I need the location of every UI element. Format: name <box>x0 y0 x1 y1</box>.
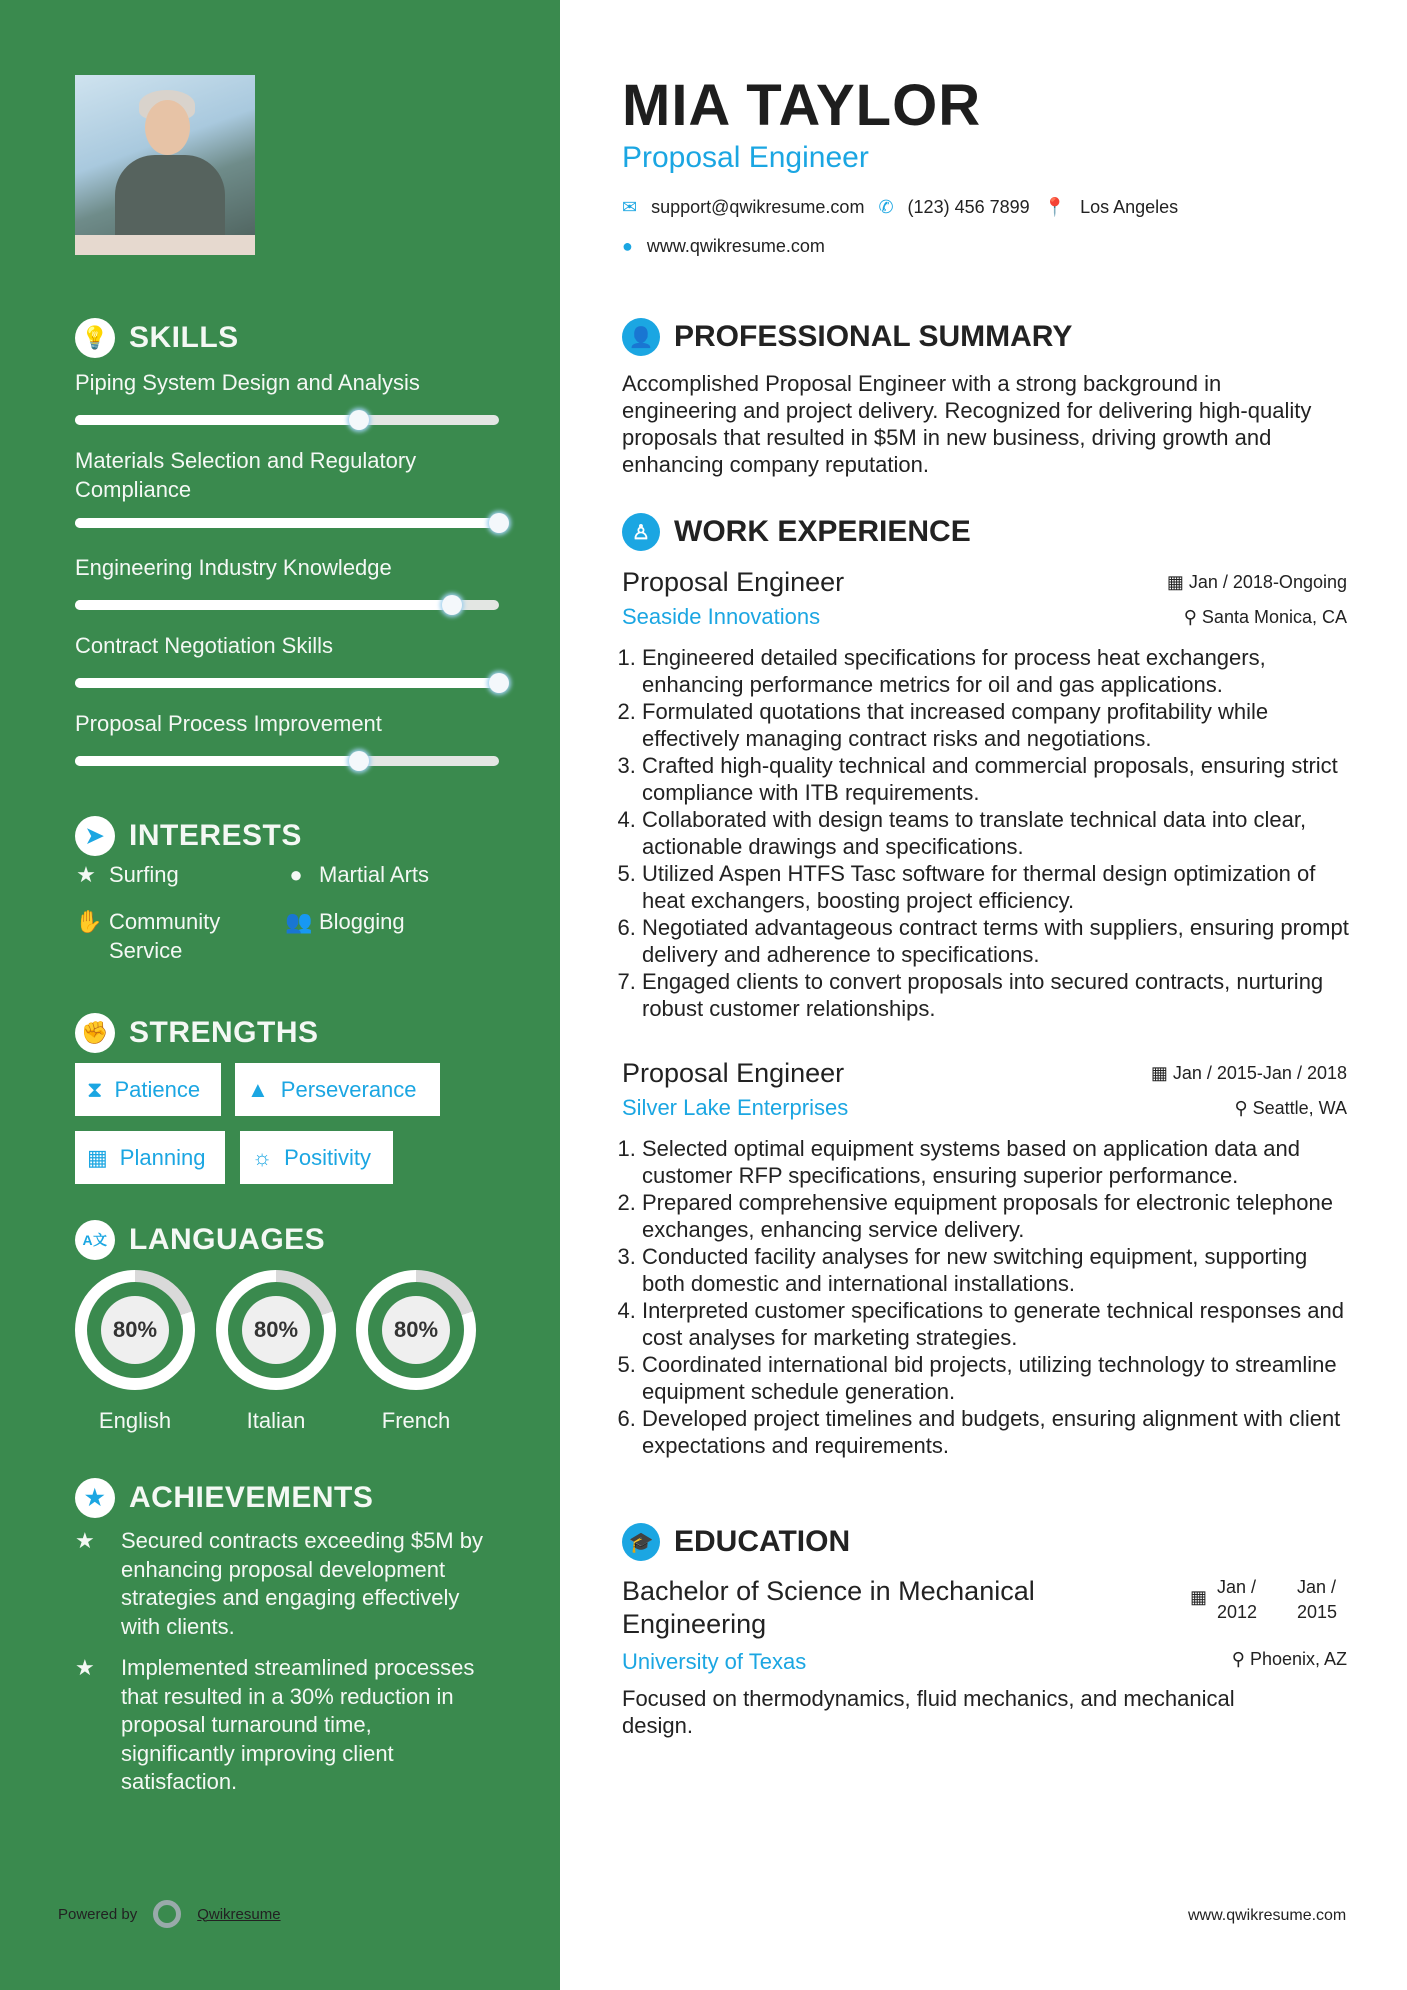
globe-icon: ● <box>622 236 633 256</box>
paper-plane-icon: ➤ <box>75 816 115 856</box>
language-ring: 80% <box>356 1270 476 1390</box>
job-bullet: 6. Negotiated advantageous contract terms with suppliers, ensuring prompt delivery and adherence to specifications. <box>642 914 1349 968</box>
skills-heading: 💡 SKILLS <box>75 318 239 358</box>
job-bullets <box>614 1135 1349 1459</box>
summary-heading: 👤 PROFESSIONAL SUMMARY <box>622 318 1347 356</box>
footer-website[interactable]: www.qwikresume.com <box>1188 1907 1347 1924</box>
skill-bar-knob <box>489 513 509 533</box>
skill-label: Engineering Industry Knowledge <box>75 555 392 580</box>
qwikresume-logo-icon <box>153 1900 181 1928</box>
lightbulb-icon: 💡 <box>75 318 115 358</box>
shooting-star-icon: ★ <box>75 1655 95 1680</box>
job-entry <box>622 567 1347 1022</box>
interest-item: 👥 Blogging <box>285 909 405 934</box>
job-dates: ▦ Jan / 2015-Jan / 2018 <box>1150 1063 1347 1083</box>
calendar-icon: ▦ <box>1150 1063 1173 1083</box>
website[interactable]: www.qwikresume.com <box>646 236 825 256</box>
pin-icon: ⚲ <box>1183 606 1202 627</box>
job-bullet: 2. Prepared comprehensive equipment proposals for electronic telephone exchanges, enhancing service delivery. <box>642 1189 1349 1243</box>
star-icon: ★ <box>76 862 96 887</box>
job-bullet: 3. Conducted facility analyses for new switching equipment, supporting both domestic and international installations. <box>642 1243 1349 1297</box>
skill-bar-knob <box>349 751 369 771</box>
work-section <box>622 513 1347 1459</box>
language-card-icon: A文 <box>75 1220 115 1260</box>
qwikresume-link[interactable]: Qwikresume <box>197 1905 281 1923</box>
job-title: Proposal Engineer <box>622 567 845 597</box>
sidebar <box>0 0 560 1990</box>
language-italian: 80% Italian <box>216 1270 336 1434</box>
school: University of Texas <box>622 1649 807 1674</box>
email[interactable]: support@qwikresume.com <box>651 197 865 217</box>
skill-bar-knob <box>442 595 462 615</box>
pin-icon: ⚲ <box>1234 1097 1253 1118</box>
job-bullet: 4. Interpreted customer specifications to generate technical responses and cost analyses for marketing strategies. <box>642 1297 1349 1351</box>
skill-label: Contract Negotiation Skills <box>75 633 334 658</box>
strength-chip: ☼ Positivity <box>240 1131 393 1184</box>
education-dates: ▦ Jan / 2012 Jan / 2015 <box>1190 1575 1347 1641</box>
company: Seaside Innovations <box>622 604 821 629</box>
skill-bar-knob <box>349 410 369 430</box>
interest-item: ✋ Community Service <box>75 909 221 963</box>
education-description: Focused on thermodynamics, fluid mechanics, and mechanical design. <box>622 1686 1235 1738</box>
summary-text: Accomplished Proposal Engineer with a strong background in engineering and project delivery. Recognized for delivering high-quality proposals that resulted in $5M in new business, driving growth and enhancing company reputation. <box>622 371 1312 477</box>
company: Silver Lake Enterprises <box>622 1095 849 1120</box>
skill-bar <box>75 518 499 528</box>
job-bullet: 7. Engaged clients to convert proposals into secured contracts, nurturing robust customer relationships. <box>642 968 1349 1022</box>
star-badge-icon: ★ <box>75 1478 115 1518</box>
summary-section <box>622 318 1347 478</box>
achievement-item: ★ Secured contracts exceeding $5M by enhancing proposal development strategies and engaging effectively with clients. <box>75 1527 485 1641</box>
education-section <box>622 1523 1347 1739</box>
skill-bar-knob <box>489 673 509 693</box>
job-location: ⚲ Santa Monica, CA <box>1183 606 1347 627</box>
skill-bar-fill <box>75 678 499 688</box>
skill-bar <box>75 756 499 766</box>
contact-row <box>622 197 1347 218</box>
users-icon: 👥 <box>285 909 313 934</box>
strength-chip: ▦ Planning <box>75 1131 225 1184</box>
strength-chip: ⧗ Patience <box>75 1063 221 1116</box>
job-bullet: 5. Coordinated international bid projects, utilizing technology to streamline equipment schedule generation. <box>642 1351 1349 1405</box>
language-french: 80% French <box>356 1270 476 1434</box>
location-pin-icon: 📍 <box>1043 197 1067 217</box>
education-heading: 🎓 EDUCATION <box>622 1523 1347 1561</box>
header <box>622 72 1347 257</box>
skill-bar-fill <box>75 756 359 766</box>
interests-heading: ➤ INTERESTS <box>75 816 302 856</box>
job-bullet: 2. Formulated quotations that increased company profitability while effectively managing contract risks and negotiations. <box>642 698 1349 752</box>
degree: Bachelor of Science in Mechanical Engineering <box>622 1576 1035 1639</box>
job-bullet: 5. Utilized Aspen HTFS Tasc software for thermal design optimization of heat exchangers, boosting project efficiency. <box>642 860 1349 914</box>
languages-heading: A文 LANGUAGES <box>75 1220 325 1260</box>
job-bullet: 1. Selected optimal equipment systems based on application data and customer RFP specifications, ensuring superior performance. <box>642 1135 1349 1189</box>
phone-icon: ✆ <box>878 197 894 217</box>
language-english: 80% English <box>75 1270 195 1434</box>
job-title: Proposal Engineer <box>622 1058 845 1088</box>
sun-icon: ☼ <box>252 1144 273 1170</box>
interest-item: ● Martial Arts <box>285 860 429 889</box>
website-row <box>622 236 1347 257</box>
job-title: Proposal Engineer <box>622 141 869 174</box>
skill-label: Materials Selection and Regulatory Compliance <box>75 448 417 502</box>
job-location: ⚲ Seattle, WA <box>1234 1097 1347 1118</box>
calendar-icon: ▦ <box>1189 1587 1207 1607</box>
job-entry <box>622 1058 1347 1459</box>
achievements-heading: ★ ACHIEVEMENTS <box>75 1478 373 1518</box>
interest-item: ★ Surfing <box>76 862 179 887</box>
job-bullet: 6. Developed project timelines and budgets, ensuring alignment with client expectations and requirements. <box>642 1405 1349 1459</box>
language-ring: 80% <box>216 1270 336 1390</box>
powered-by: Powered by Qwikresume <box>58 1900 281 1928</box>
hourglass-icon: ⧗ <box>87 1076 103 1102</box>
skill-bar <box>75 678 499 688</box>
work-heading: ♙ WORK EXPERIENCE <box>622 513 1347 551</box>
skill-bar-fill <box>75 518 499 528</box>
envelope-icon: ✉ <box>622 197 638 217</box>
pin-icon: ⚲ <box>1231 1649 1250 1669</box>
shooting-star-icon: ★ <box>75 1528 95 1553</box>
job-bullets <box>614 644 1349 1022</box>
skill-bar <box>75 415 499 425</box>
achievement-item: ★ Implemented streamlined processes that resulted in a 30% reduction in proposal turnaround time, significantly improving client satisfaction. <box>75 1654 485 1797</box>
globe-icon: ● <box>289 862 303 887</box>
job-dates: ▦ Jan / 2018-Ongoing <box>1166 572 1347 592</box>
phone: (123) 456 7899 <box>907 197 1030 217</box>
education-location: ⚲ Phoenix, AZ <box>1231 1649 1347 1669</box>
location: Los Angeles <box>1080 197 1179 217</box>
language-ring: 80% <box>75 1270 195 1390</box>
candidate-name: MIA TAYLOR <box>622 73 982 138</box>
calendar-icon: ▦ <box>1166 572 1189 592</box>
hand-icon: ✋ <box>75 909 103 934</box>
job-bullet: 3. Crafted high-quality technical and commercial proposals, ensuring strict compliance with ITB requirements. <box>642 752 1349 806</box>
job-bullet: 1. Engineered detailed specifications for process heat exchangers, enhancing performance metrics for oil and gas applications. <box>642 644 1349 698</box>
skill-label: Piping System Design and Analysis <box>75 370 420 395</box>
fist-icon: ✊ <box>75 1013 115 1053</box>
strengths-heading: ✊ STRENGTHS <box>75 1013 319 1053</box>
road-icon: ▲ <box>247 1076 269 1102</box>
skill-bar-fill <box>75 415 359 425</box>
user-icon: 👤 <box>622 318 660 356</box>
skill-bar-fill <box>75 600 452 610</box>
graduate-icon: 🎓 <box>622 1523 660 1561</box>
job-bullet: 4. Collaborated with design teams to translate technical data into clear, actionable drawings and specifications. <box>642 806 1349 860</box>
strength-chip: ▲ Perseverance <box>235 1063 440 1116</box>
skill-label: Proposal Process Improvement <box>75 711 382 736</box>
skill-bar <box>75 600 499 610</box>
office-chair-icon: ♙ <box>622 513 660 551</box>
profile-photo <box>75 75 255 255</box>
calendar-icon: ▦ <box>87 1144 108 1170</box>
